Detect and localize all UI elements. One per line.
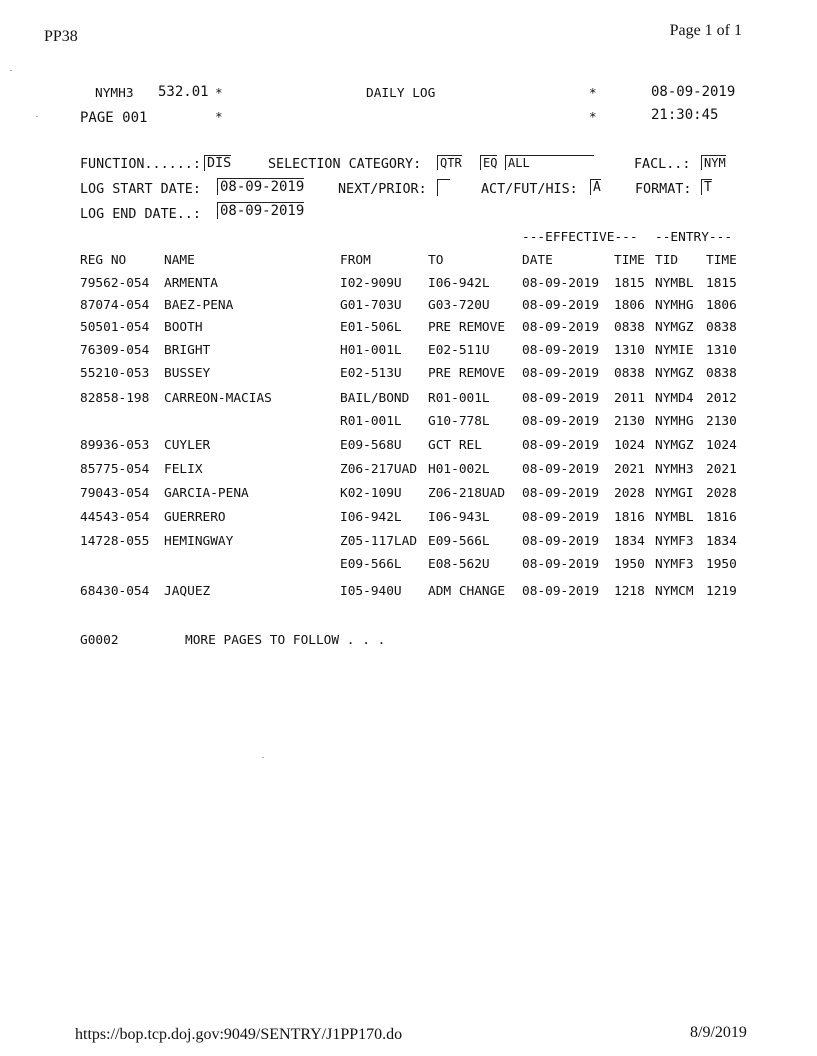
header-from: FROM [340, 253, 371, 268]
cell-tid: NYMHG [655, 298, 694, 313]
cell-date: 08-09-2019 [522, 298, 600, 313]
header-to: TO [428, 253, 444, 268]
cell-to: E08-562U [428, 557, 490, 572]
cell-date: 08-09-2019 [522, 557, 600, 572]
header-entry-time: TIME [706, 253, 737, 268]
cell-date: 08-09-2019 [522, 414, 600, 429]
cell-from: E02-513U [340, 366, 402, 381]
more-pages-message: MORE PAGES TO FOLLOW . . . [185, 633, 386, 648]
cell-name: ARMENTA [164, 276, 218, 291]
cell-time: 1834 [614, 534, 645, 549]
group-effective: ---EFFECTIVE--- [522, 230, 638, 245]
cell-tid: NYMGZ [655, 320, 694, 335]
cell-date: 08-09-2019 [522, 534, 600, 549]
cell-to: R01-001L [428, 391, 490, 406]
cell-reg-no: 89936-053 [80, 438, 150, 453]
cell-from: E09-568U [340, 438, 402, 453]
cell-time: 1806 [614, 298, 645, 313]
print-footer-date: 8/9/2019 [690, 1024, 747, 1041]
cell-tid: NYMCM [655, 584, 694, 599]
table-row [0, 557, 817, 579]
header-name: NAME [164, 253, 195, 268]
next-prior-label: NEXT/PRIOR: [338, 182, 427, 197]
scan-speck [262, 757, 264, 758]
table-header [0, 253, 817, 275]
cell-name: GARCIA-PENA [164, 486, 249, 501]
facl-field[interactable]: NYM [701, 155, 726, 170]
cell-entry-time: 1806 [706, 298, 737, 313]
table-row [0, 298, 817, 320]
cell-to: Z06-218UAD [428, 486, 506, 501]
cell-to: H01-002L [428, 462, 490, 477]
cell-from: K02-109U [340, 486, 402, 501]
cell-date: 08-09-2019 [522, 486, 600, 501]
print-header-page: Page 1 of 1 [669, 22, 742, 39]
cell-entry-time: 1219 [706, 584, 737, 599]
header-reg-no: REG NO [80, 253, 127, 268]
cell-reg-no: 87074-054 [80, 298, 150, 313]
cell-entry-time: 2012 [706, 391, 737, 406]
report-date: 08-09-2019 [651, 84, 736, 100]
cell-entry-time: 1310 [706, 343, 737, 358]
selection-label: SELECTION CATEGORY: [268, 157, 422, 172]
cell-to: G03-720U [428, 298, 490, 313]
system-id: NYMH3 [95, 86, 134, 101]
cell-from: E09-566L [340, 557, 402, 572]
header-time: TIME [614, 253, 645, 268]
table-row [0, 486, 817, 508]
report-code: 532.01 [158, 84, 209, 100]
scan-speck [10, 70, 12, 71]
cell-entry-time: 1816 [706, 510, 737, 525]
table-row [0, 366, 817, 388]
table-row [0, 438, 817, 460]
cell-to: I06-943L [428, 510, 490, 525]
cell-entry-time: 1834 [706, 534, 737, 549]
cell-from: I02-909U [340, 276, 402, 291]
cell-date: 08-09-2019 [522, 366, 600, 381]
star-3: * [215, 110, 223, 125]
cell-to: I06-942L [428, 276, 490, 291]
cell-from: I06-942L [340, 510, 402, 525]
cell-from: G01-703U [340, 298, 402, 313]
table-row [0, 510, 817, 532]
cell-from: Z05-117LAD [340, 534, 418, 549]
cell-name: BAEZ-PENA [164, 298, 234, 313]
scan-speck [36, 116, 38, 117]
cell-entry-time: 2130 [706, 414, 737, 429]
facl-label: FACL..: [634, 157, 691, 172]
cell-entry-time: 1024 [706, 438, 737, 453]
cell-reg-no: 76309-054 [80, 343, 150, 358]
star-2: * [589, 86, 597, 101]
cell-name: HEMINGWAY [164, 534, 234, 549]
act-fut-his-field[interactable]: A [590, 179, 601, 195]
cell-name: CUYLER [164, 438, 211, 453]
group-entry: --ENTRY--- [655, 230, 733, 245]
cell-name: CARREON-MACIAS [164, 391, 272, 406]
cell-reg-no: 85775-054 [80, 462, 150, 477]
table-row [0, 584, 817, 606]
selection-all-field[interactable]: ALL [505, 155, 594, 170]
cell-from: I05-940U [340, 584, 402, 599]
cell-reg-no: 82858-198 [80, 391, 150, 406]
report-title: DAILY LOG [366, 86, 436, 101]
next-prior-field[interactable] [437, 179, 450, 196]
cell-reg-no: 14728-055 [80, 534, 150, 549]
cell-date: 08-09-2019 [522, 510, 600, 525]
cell-from: H01-001L [340, 343, 402, 358]
cell-time: 1310 [614, 343, 645, 358]
selection-eq-field[interactable]: EQ [480, 155, 497, 170]
log-start-label: LOG START DATE: [80, 182, 201, 197]
log-end-label: LOG END DATE..: [80, 207, 201, 222]
cell-name: GUERRERO [164, 510, 226, 525]
cell-time: 1950 [614, 557, 645, 572]
cell-entry-time: 1815 [706, 276, 737, 291]
cell-tid: NYMBL [655, 276, 694, 291]
cell-entry-time: 2021 [706, 462, 737, 477]
cell-tid: NYMF3 [655, 557, 694, 572]
table-row [0, 462, 817, 484]
print-footer-url: https://bop.tcp.doj.gov:9049/SENTRY/J1PP170.do [75, 1026, 403, 1043]
cell-tid: NYMH3 [655, 462, 694, 477]
cell-tid: NYMF3 [655, 534, 694, 549]
cell-time: 0838 [614, 366, 645, 381]
cell-name: FELIX [164, 462, 203, 477]
cell-to: PRE REMOVE [428, 320, 506, 335]
cell-date: 08-09-2019 [522, 438, 600, 453]
table-row [0, 320, 817, 342]
table-row [0, 276, 817, 298]
cell-reg-no: 68430-054 [80, 584, 150, 599]
act-fut-his-label: ACT/FUT/HIS: [481, 182, 578, 197]
header-date: DATE [522, 253, 553, 268]
cell-time: 2028 [614, 486, 645, 501]
table-row [0, 534, 817, 556]
cell-tid: NYMGZ [655, 438, 694, 453]
cell-to: E09-566L [428, 534, 490, 549]
cell-entry-time: 2028 [706, 486, 737, 501]
cell-time: 2021 [614, 462, 645, 477]
cell-tid: NYMIE [655, 343, 694, 358]
cell-reg-no: 55210-053 [80, 366, 150, 381]
cell-name: BRIGHT [164, 343, 211, 358]
cell-name: BOOTH [164, 320, 203, 335]
log-start-field[interactable]: 08-09-2019 [217, 178, 304, 195]
cell-time: 1218 [614, 584, 645, 599]
report-time: 21:30:45 [651, 107, 719, 123]
cell-entry-time: 0838 [706, 320, 737, 335]
cell-tid: NYMBL [655, 510, 694, 525]
cell-reg-no: 79562-054 [80, 276, 150, 291]
cell-time: 1816 [614, 510, 645, 525]
cell-from: E01-506L [340, 320, 402, 335]
table-row [0, 391, 817, 413]
cell-tid: NYMGZ [655, 366, 694, 381]
cell-to: G10-778L [428, 414, 490, 429]
cell-date: 08-09-2019 [522, 462, 600, 477]
selection-qtr-field[interactable]: QTR [437, 155, 462, 170]
header-tid: TID [655, 253, 679, 268]
cell-reg-no: 44543-054 [80, 510, 150, 525]
cell-time: 1024 [614, 438, 645, 453]
cell-entry-time: 1950 [706, 557, 737, 572]
cell-date: 08-09-2019 [522, 391, 600, 406]
screen-code: G0002 [80, 633, 119, 648]
star-1: * [215, 86, 223, 101]
cell-time: 1815 [614, 276, 645, 291]
cell-date: 08-09-2019 [522, 584, 600, 599]
table-row [0, 414, 817, 436]
log-end-field[interactable]: 08-09-2019 [217, 202, 304, 219]
format-field[interactable]: T [701, 179, 712, 195]
cell-name: BUSSEY [164, 366, 211, 381]
cell-from: Z06-217UAD [340, 462, 418, 477]
cell-from: R01-001L [340, 414, 402, 429]
cell-time: 0838 [614, 320, 645, 335]
cell-to: ADM CHANGE [428, 584, 506, 599]
cell-entry-time: 0838 [706, 366, 737, 381]
cell-to: GCT REL [428, 438, 482, 453]
cell-time: 2130 [614, 414, 645, 429]
print-header-left: PP38 [44, 28, 78, 45]
cell-name: JAQUEZ [164, 584, 211, 599]
function-field[interactable]: DIS [204, 155, 231, 171]
cell-tid: NYMHG [655, 414, 694, 429]
star-4: * [589, 110, 597, 125]
cell-date: 08-09-2019 [522, 276, 600, 291]
function-label: FUNCTION......: [80, 157, 201, 172]
cell-reg-no: 50501-054 [80, 320, 150, 335]
cell-date: 08-09-2019 [522, 320, 600, 335]
cell-reg-no: 79043-054 [80, 486, 150, 501]
table-row [0, 343, 817, 365]
cell-tid: NYMGI [655, 486, 694, 501]
cell-date: 08-09-2019 [522, 343, 600, 358]
cell-from: BAIL/BOND [340, 391, 410, 406]
cell-to: PRE REMOVE [428, 366, 506, 381]
cell-time: 2011 [614, 391, 645, 406]
cell-tid: NYMD4 [655, 391, 694, 406]
format-label: FORMAT: [635, 182, 692, 197]
page-number: PAGE 001 [80, 110, 148, 126]
cell-to: E02-511U [428, 343, 490, 358]
